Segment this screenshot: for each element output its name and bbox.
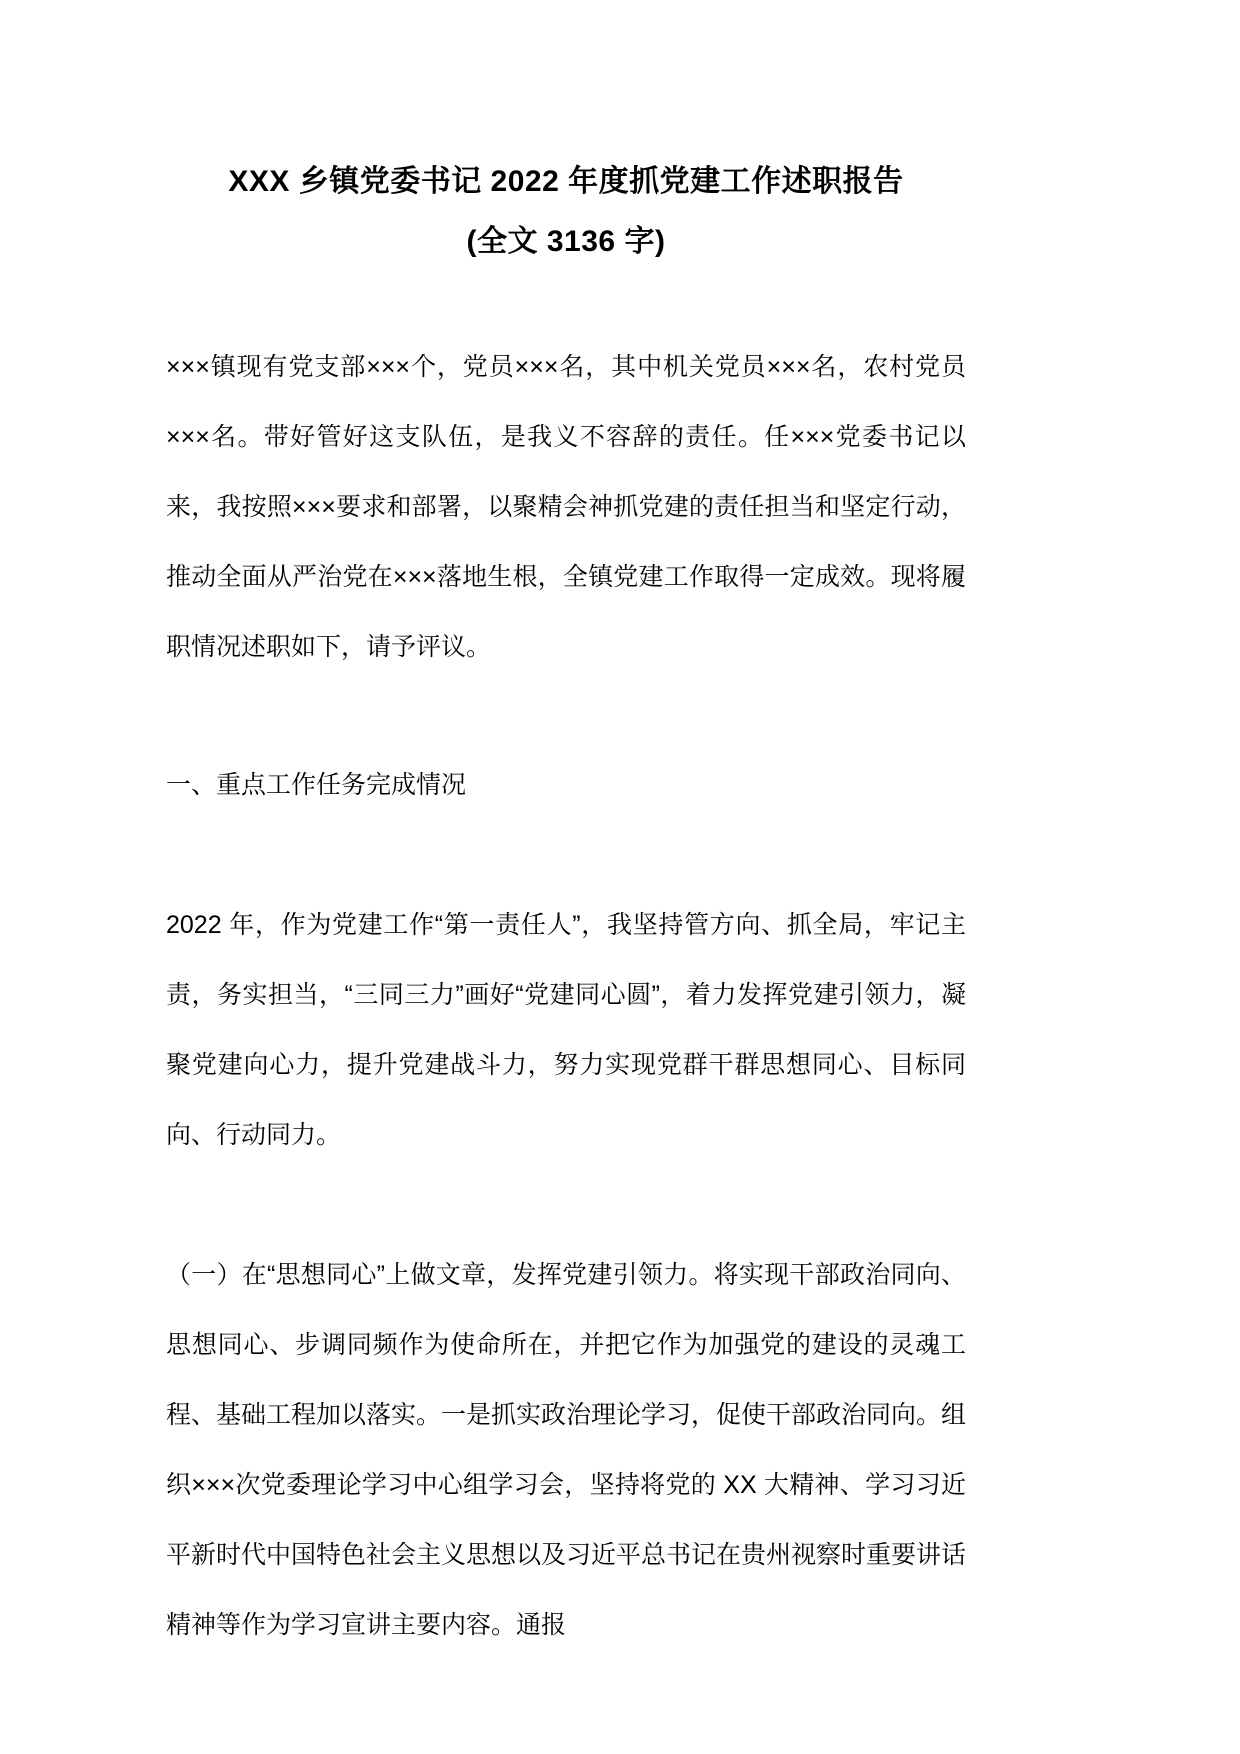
section-heading-one: 一、重点工作任务完成情况: [166, 771, 467, 799]
paragraph-subsection-one-one: （一）在“思想同心”上做文章，发挥党建引领力。将实现干部政治同向、思想同心、步调同频作为使命所在，并把它作为加强党的建设的灵魂工程、基础工程加以落实。一是抓实政治理论学习，促使干部政治同向。组织×××次党委理论学习中心组学习会，坚持将党的 XX 大精神、学习习近平新时代中国特色社会主义思想以及习近平总书记在贵州视察时重要讲话精神等作为学习宣讲主要内容。通报: [166, 1261, 967, 1639]
document-title: [166, 0, 966, 272]
paragraph-gap: [166, 820, 966, 890]
title-body-spacer: [166, 272, 966, 332]
paragraph-gap: [166, 1170, 966, 1240]
document-title-line-1: XXX 乡镇党委书记 2022 年度抓党建工作述职报告: [228, 165, 904, 198]
paragraph-section-one-body: 2022 年，作为党建工作“第一责任人”，我坚持管方向、抓全局，牢记主责，务实担当，“三同三力”画好“党建同心圆”，着力发挥党建引领力，凝聚党建向心力，提升党建战斗力，努力实现党群干群思想同心、目标同向、行动同力。: [166, 911, 966, 1149]
paragraph-intro: ×××镇现有党支部×××个，党员×××名，其中机关党员×××名，农村党员×××名。带好管好这支队伍，是我义不容辞的责任。任×××党委书记以来，我按照×××要求和部署，以聚精会神抓党建的责任担当和坚定行动，推动全面从严治党在×××落地生根，全镇党建工作取得一定成效。现将履职情况述职如下，请予评议。: [166, 353, 966, 661]
paragraph-gap: [166, 682, 966, 750]
document-title-word-count: (全文 3136 字): [466, 225, 666, 258]
document-content-column: [166, 0, 966, 1660]
